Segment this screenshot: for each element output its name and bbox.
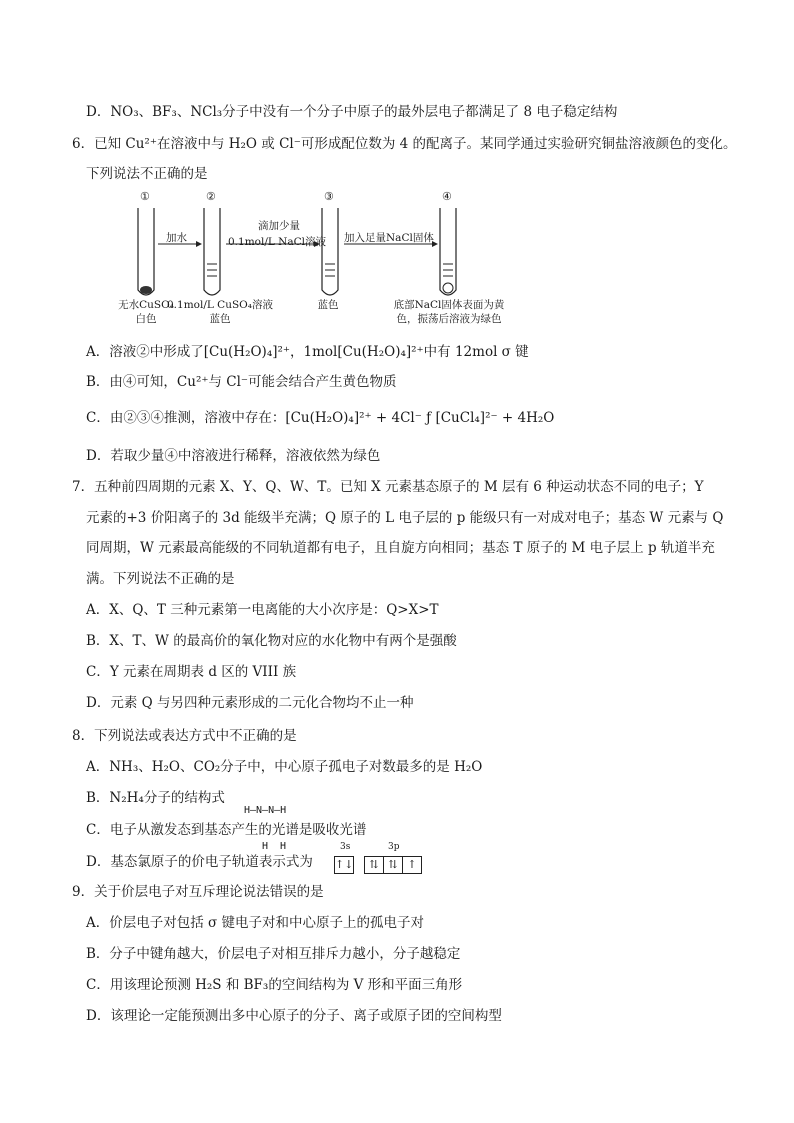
q5-option-d: D．NO₃、BF₃、NCl₃分子中没有一个分子中原子的最外层电子都满足了 8 电子稳定结构: [86, 104, 618, 120]
tube-1-caption: 无水CuSO₄ 白色: [118, 299, 174, 325]
q7-option-b: B．X、T、W 的最高价的氧化物对应的水化物中有两个是强酸: [86, 633, 457, 649]
orbital-3p-box-3: ↑: [403, 856, 422, 874]
tube-1-number: ①: [140, 190, 150, 203]
q9-option-a: A．价层电子对包括 σ 键电子对和中心原子上的孤电子对: [86, 915, 425, 931]
orbital-3s-label: 3s: [340, 842, 351, 852]
q6-stem-line1: 6．已知 Cu²⁺在溶液中与 H₂O 或 Cl⁻可形成配位数为 4 的配离子。某同学通过实验研究铜盐溶液颜色的变化。: [72, 136, 737, 152]
q8-option-d: D．基态氯原子的价电子轨道表示式为: [86, 854, 313, 870]
q9-option-b: B．分子中键角越大，价层电子对相互排斥力越小，分子越稳定: [86, 946, 461, 962]
anhydrous-cuso4-solid: [140, 286, 152, 294]
tube-4-caption: 底部NaCl固体表面为黄 色，振荡后溶液为绿色: [393, 299, 505, 325]
test-tube-1: [138, 208, 154, 295]
chlorine-orbital-diagram: [334, 842, 434, 878]
q6-stem-line2: 下列说法不正确的是: [86, 166, 208, 182]
tube-3-number: ③: [324, 190, 334, 203]
test-tube-3: [322, 208, 338, 295]
q7-stem-line1: 7．五种前四周期的元素 X、Y、Q、W、T。已知 X 元素基态原子的 M 层有 6 种运动状态不同的电子；Y: [72, 479, 704, 495]
tube-2-caption: 0.1mol/L CuSO₄溶液 蓝色: [167, 299, 273, 325]
tube-2-number: ②: [206, 190, 216, 203]
q6-option-d: D．若取少量④中溶液进行稀释，溶液依然为绿色: [86, 448, 381, 464]
q7-option-d: D．元素 Q 与另四种元素形成的二元化合物均不止一种: [86, 695, 414, 711]
q9-stem: 9．关于价层电子对互斥理论说法错误的是: [72, 884, 324, 900]
q6-option-a: A．溶液②中形成了[Cu(H₂O)₄]²⁺，1mol[Cu(H₂O)₄]²⁺中有 12mol σ 键: [86, 344, 529, 360]
structure-row-2: H H: [262, 841, 287, 852]
q7-stem-line2: 元素的+3 价阳离子的 3d 能级半充满；Q 原子的 L 电子层的 p 能级只有一对成对电子；基态 W 元素与 Q: [86, 510, 724, 526]
q6-option-c: C．由②③④推测，溶液中存在：[Cu(H₂O)₄]²⁺ + 4Cl⁻ ƒ [CuCl₄]²⁻ + 4H₂O: [86, 410, 555, 426]
q8-stem: 8．下列说法或表达方式中不正确的是: [72, 728, 297, 744]
tube-3-caption: 蓝色: [317, 299, 339, 311]
q7-option-c: C．Y 元素在周期表 d 区的 VIII 族: [86, 664, 297, 680]
experiment-figure: [110, 190, 530, 330]
q9-option-c: C．用该理论预测 H₂S 和 BF₃的空间结构为 V 形和平面三角形: [86, 977, 463, 993]
q8-option-c: C．电子从激发态到基态产生的光谱是吸收光谱: [86, 822, 367, 838]
arrow-1-label: 加水: [166, 232, 187, 244]
orbital-3p-box-2: ⇅: [384, 856, 403, 874]
orbital-3s-box: ↑↓: [334, 856, 354, 874]
q7-option-a: A．X、Q、T 三种元素第一电离能的大小次序是：Q>X>T: [86, 602, 439, 618]
q6-option-b: B．由④可知，Cu²⁺与 Cl⁻可能会结合产生黄色物质: [86, 374, 397, 390]
test-tube-4: [440, 208, 456, 295]
orbital-3p-label: 3p: [388, 842, 400, 852]
q9-option-d: D．该理论一定能预测出多中心原子的分子、离子或原子团的空间构型: [86, 1008, 502, 1024]
orbital-3p-box-1: ⇅: [364, 856, 384, 874]
tube-4-number: ④: [442, 190, 452, 203]
arrow-2-label-top: 滴加少量: [258, 220, 300, 232]
q7-stem-line3: 同周期，W 元素最高能级的不同轨道都有电子，且自旋方向相同；基态 T 原子的 M 电子层上 p 轨道半充: [86, 540, 715, 556]
q7-stem-line4: 满。下列说法不正确的是: [86, 571, 235, 587]
arrow-3-label: 加入足量NaCl固体: [344, 232, 434, 244]
structure-row-1: H—N—N—H: [244, 805, 287, 816]
q8-option-a: A．NH₃、H₂O、CO₂分子中，中心原子孤电子对数最多的是 H₂O: [86, 759, 483, 775]
q8-option-b: B．N₂H₄分子的结构式: [86, 790, 225, 806]
test-tube-2: [204, 208, 220, 295]
nacl-solid: [443, 283, 453, 293]
arrow-2-label-bottom: 0.1mol/L NaCl溶液: [228, 236, 327, 248]
